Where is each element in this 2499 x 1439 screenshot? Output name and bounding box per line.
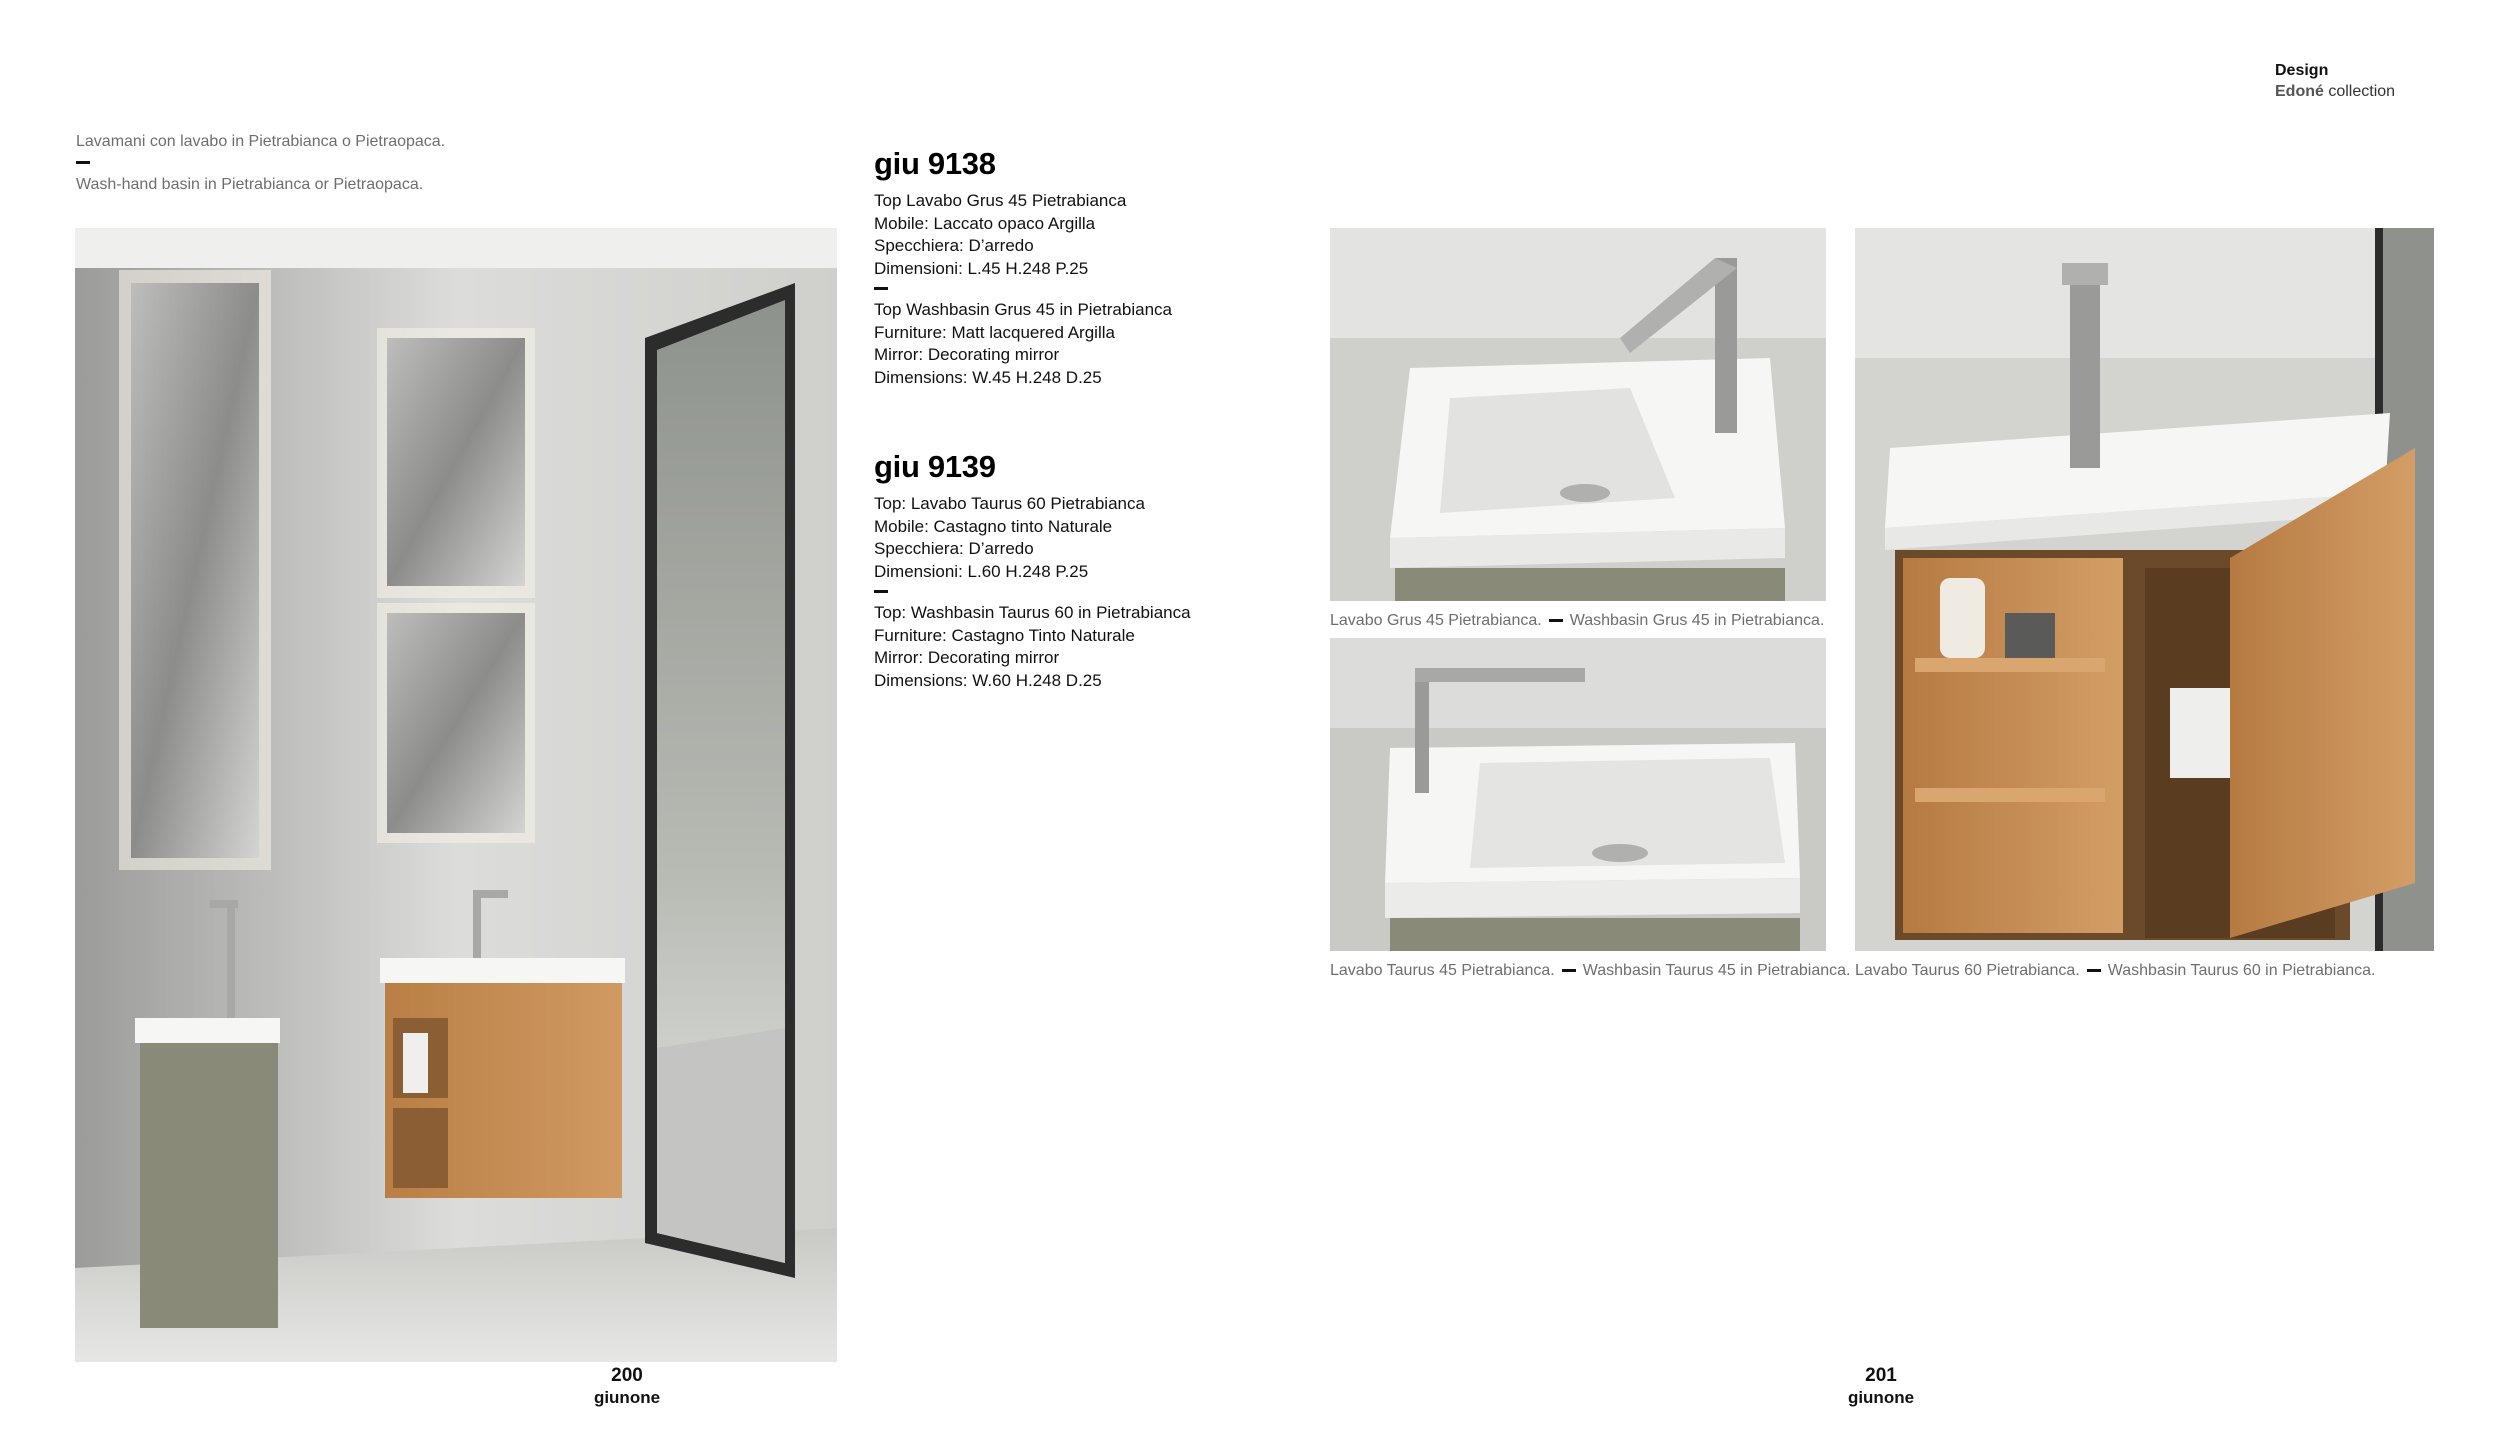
- caption-grus: [1330, 612, 1824, 630]
- caption-it: Lavabo Taurus 60 Pietrabianca.: [1855, 962, 2080, 979]
- caption-en: Washbasin Taurus 45 in Pietrabianca.: [1582, 962, 1851, 979]
- intro-text: [76, 131, 445, 195]
- product-code: giu 9138: [874, 146, 996, 181]
- spec-line: Dimensions: W.60 H.248 D.25: [874, 670, 1102, 690]
- spec-line: Specchiera: D’arredo: [874, 236, 1034, 255]
- spec-line: Dimensions: W.45 H.248 D.25: [874, 367, 1102, 387]
- spec-line: Mirror: Decorating mirror: [874, 345, 1060, 364]
- taurus-45-illustration: [1330, 638, 1826, 951]
- divider: [76, 161, 90, 164]
- bathroom-scene-photo: [75, 228, 837, 1362]
- collection-suffix: collection: [2328, 83, 2396, 100]
- intro-italian: Lavamani con lavabo in Pietrabianca o Pietraopaca.: [76, 133, 446, 150]
- caption-it: Lavabo Grus 45 Pietrabianca.: [1330, 612, 1542, 629]
- spec-line: Top Washbasin Grus 45 in Pietrabianca: [874, 300, 1172, 319]
- taurus-45-basin-photo: [1330, 638, 1826, 951]
- spec-line: Top: Washbasin Taurus 60 in Pietrabianca: [874, 603, 1191, 622]
- divider: [1549, 619, 1563, 622]
- page-number: 201: [1865, 1365, 1897, 1386]
- caption-taurus-45: [1330, 962, 1850, 980]
- spec-line: Mobile: Castagno tinto Naturale: [874, 516, 1113, 536]
- spec-line: Furniture: Castagno Tinto Naturale: [874, 625, 1135, 645]
- collection-name: Edoné: [2275, 83, 2324, 100]
- spec-line: Specchiera: D’arredo: [874, 539, 1034, 558]
- product-giu-9138: [874, 146, 1294, 389]
- spec-line: Mirror: Decorating mirror: [874, 648, 1060, 667]
- page-number: 200: [611, 1365, 643, 1386]
- grus-45-basin-photo: [1330, 228, 1826, 601]
- bathroom-scene-illustration: [75, 228, 837, 1362]
- grus-basin-illustration: [1330, 228, 1826, 601]
- spec-line: Top Lavabo Grus 45 Pietrabianca: [874, 191, 1127, 210]
- spec-line: Mobile: Laccato opaco Argilla: [874, 213, 1096, 233]
- caption-en: Washbasin Grus 45 in Pietrabianca.: [1569, 612, 1825, 629]
- taurus-60-cabinet-photo: [1855, 228, 2434, 951]
- product-giu-9139: [874, 449, 1294, 692]
- spec-line: Top: Lavabo Taurus 60 Pietrabianca: [874, 494, 1145, 513]
- taurus-60-illustration: [1855, 228, 2434, 951]
- collection-brand: [2275, 60, 2395, 102]
- caption-taurus-60: [1855, 962, 2375, 980]
- spec-line: Dimensioni: L.45 H.248 P.25: [874, 258, 1089, 278]
- product-specs: [874, 190, 1294, 389]
- spec-line: Dimensioni: L.60 H.248 P.25: [874, 561, 1089, 581]
- caption-it: Lavabo Taurus 45 Pietrabianca.: [1330, 962, 1555, 979]
- footer-brand: giunone: [593, 1388, 661, 1407]
- product-specs: [874, 493, 1294, 692]
- footer-brand: giunone: [1847, 1388, 1915, 1407]
- divider: [1562, 969, 1576, 972]
- intro-english: Wash-hand basin in Pietrabianca or Pietraopaca.: [76, 176, 424, 193]
- divider: [2087, 969, 2101, 972]
- design-label: Design: [2275, 62, 2329, 79]
- page-footer-right: [1821, 1365, 1941, 1409]
- product-code: giu 9139: [874, 449, 996, 484]
- divider: [874, 287, 888, 290]
- page-footer-left: [567, 1365, 687, 1409]
- caption-en: Washbasin Taurus 60 in Pietrabianca.: [2107, 962, 2376, 979]
- divider: [874, 590, 888, 593]
- spec-line: Furniture: Matt lacquered Argilla: [874, 322, 1115, 342]
